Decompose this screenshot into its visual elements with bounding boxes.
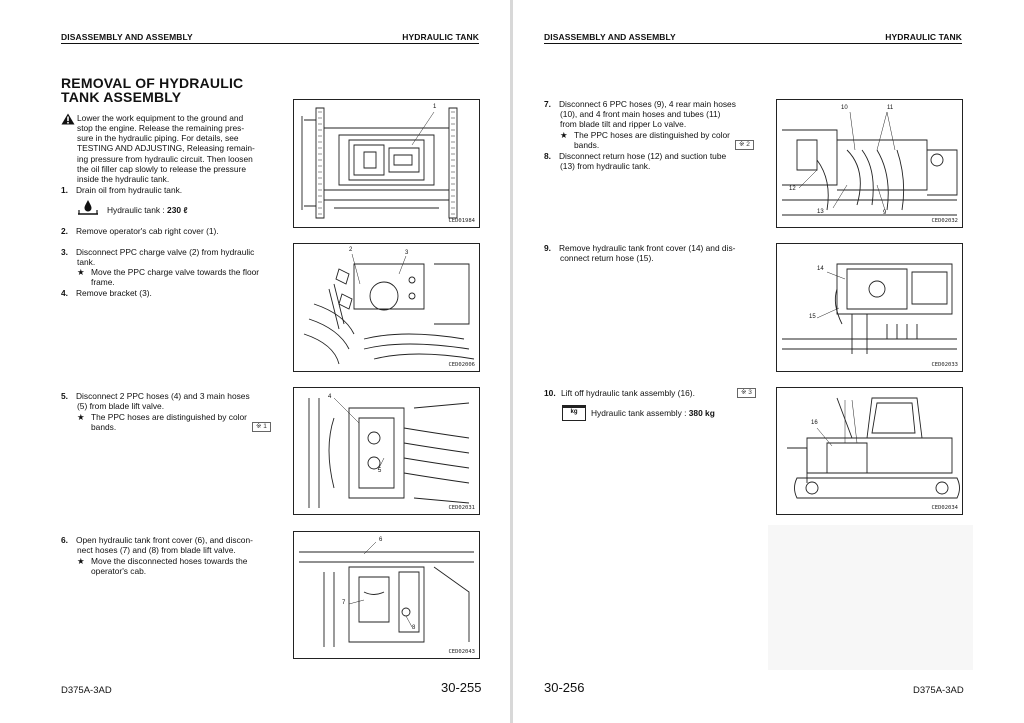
step-text: Drain oil from hydraulic tank. bbox=[76, 185, 183, 195]
star-icon: ★ bbox=[77, 267, 85, 277]
figure-lift-tank-assembly bbox=[776, 387, 963, 515]
step-4 bbox=[61, 288, 152, 298]
main-hoses-drawing bbox=[777, 100, 962, 227]
weight-label: Hydraulic tank assembly : bbox=[591, 408, 689, 418]
step-5-note-cont bbox=[91, 422, 116, 432]
step-text: Remove hydraulic tank front cover (14) and dis- bbox=[559, 243, 736, 253]
step-text-cont: from blade tilt and ripper Lo valve. bbox=[560, 119, 687, 129]
left-page bbox=[0, 0, 510, 723]
warning-text bbox=[77, 113, 273, 123]
footer-page-number: 30-255 bbox=[441, 680, 482, 695]
step-5 bbox=[61, 391, 275, 401]
oil-capacity bbox=[107, 205, 187, 215]
callout-9: 9 bbox=[883, 210, 887, 216]
callout-16: 16 bbox=[811, 420, 818, 426]
note-text-cont: bands. bbox=[574, 140, 600, 150]
step-5-note bbox=[77, 412, 277, 422]
note-text: The PPC hoses are distinguished by color bbox=[574, 130, 730, 140]
step-3-note bbox=[77, 267, 277, 277]
step-number: 10. bbox=[544, 388, 556, 398]
blank-area bbox=[768, 525, 973, 670]
step-text: Remove operator's cab right cover (1). bbox=[76, 226, 219, 236]
page-title bbox=[61, 76, 243, 104]
step-text-cont: (5) from blade lift valve. bbox=[77, 401, 165, 411]
callout-10: 10 bbox=[841, 105, 848, 111]
right-header-topic: HYDRAULIC TANK bbox=[885, 32, 962, 42]
callout-6: 6 bbox=[379, 537, 383, 543]
cross-reference-badge: ※ 2 bbox=[735, 140, 754, 150]
callout-4: 4 bbox=[328, 394, 332, 400]
note-text-cont: operator's cab. bbox=[91, 566, 147, 576]
step-text-cont: connect return hose (15). bbox=[560, 253, 654, 263]
footer-page-number: 30-256 bbox=[544, 680, 585, 695]
figure-ppc-charge-valve bbox=[293, 243, 480, 372]
step-7-note bbox=[560, 130, 760, 140]
step-text: Remove bracket (3). bbox=[76, 288, 152, 298]
callout-2: 2 bbox=[349, 247, 353, 253]
star-icon: ★ bbox=[77, 412, 85, 422]
weight-icon bbox=[562, 405, 586, 421]
step-number: 4. bbox=[61, 288, 68, 298]
callout-15: 15 bbox=[809, 314, 816, 320]
callout-11: 11 bbox=[887, 105, 894, 111]
figure-blade-lift-valve bbox=[293, 387, 480, 515]
figure-code: CED02033 bbox=[931, 362, 958, 368]
step-number: 8. bbox=[544, 151, 551, 161]
right-page bbox=[513, 0, 1024, 723]
figure-cab-cover bbox=[293, 99, 480, 228]
step-number: 1. bbox=[61, 185, 68, 195]
step-text: Disconnect PPC charge valve (2) from hydraulic bbox=[76, 247, 255, 257]
capacity-value: 230 ℓ bbox=[167, 205, 188, 215]
capacity-label: Hydraulic tank : bbox=[107, 205, 168, 215]
step-text: Lift off hydraulic tank assembly (16). bbox=[561, 388, 695, 398]
note-text-cont: frame. bbox=[91, 277, 115, 287]
figure-code: CED02032 bbox=[931, 218, 958, 224]
star-icon: ★ bbox=[77, 556, 85, 566]
warning-line: Lower the work equipment to the ground and bbox=[77, 113, 244, 123]
footer-model: D375A-3AD bbox=[913, 685, 964, 696]
step-number: 3. bbox=[61, 247, 68, 257]
figure-code: CED02043 bbox=[448, 649, 475, 655]
step-1 bbox=[61, 185, 182, 195]
figure-code: CED02034 bbox=[931, 505, 958, 511]
step-number: 2. bbox=[61, 226, 68, 236]
note-text-cont: bands. bbox=[91, 422, 117, 432]
tank-front-cover-hose-drawing bbox=[777, 244, 962, 371]
callout-8: 8 bbox=[412, 625, 416, 631]
ppc-charge-valve-drawing bbox=[294, 244, 479, 371]
weight-icon-label: kg bbox=[570, 409, 578, 415]
callout-14: 14 bbox=[817, 266, 824, 272]
callout-7: 7 bbox=[342, 600, 346, 606]
step-9 bbox=[544, 243, 758, 253]
oil-capacity-icon bbox=[77, 199, 99, 215]
step-10 bbox=[544, 388, 695, 398]
step-number: 7. bbox=[544, 99, 551, 109]
star-icon: ★ bbox=[560, 130, 568, 140]
step-number: 9. bbox=[544, 243, 551, 253]
warning-line: stop the engine. Release the remaining pres- bbox=[77, 123, 245, 133]
bulldozer-side-view-drawing bbox=[777, 388, 962, 514]
step-number: 6. bbox=[61, 535, 68, 545]
callout-3: 3 bbox=[405, 250, 409, 256]
cross-reference-badge: ※ 3 bbox=[737, 388, 756, 398]
step-7 bbox=[544, 99, 758, 109]
warning-line: TESTING AND ADJUSTING, Releasing remain- bbox=[77, 143, 255, 154]
step-3 bbox=[61, 247, 275, 257]
title-line-1: REMOVAL OF HYDRAULIC bbox=[61, 75, 244, 91]
warning-line: the oil filler cap slowly to release the pressure bbox=[77, 163, 246, 174]
warning-line: ing pressure from hydraulic circuit. Then loosen bbox=[77, 153, 253, 164]
title-line-2: TANK ASSEMBLY bbox=[61, 89, 182, 105]
note-text: The PPC hoses are distinguished by color bbox=[91, 412, 247, 422]
figure-main-hoses bbox=[776, 99, 963, 228]
warning-triangle-icon bbox=[61, 113, 75, 125]
left-header-section: DISASSEMBLY AND ASSEMBLY bbox=[61, 32, 193, 42]
callout-13: 13 bbox=[817, 209, 824, 215]
warning-line: inside the hydraulic tank. bbox=[77, 174, 170, 185]
left-header-topic: HYDRAULIC TANK bbox=[402, 32, 479, 42]
step-6-note bbox=[77, 556, 277, 566]
step-text-cont: tank. bbox=[77, 257, 96, 267]
left-header-rule bbox=[61, 43, 479, 44]
step-text: Disconnect 6 PPC hoses (9), 4 rear main hoses bbox=[559, 99, 736, 109]
right-header-section: DISASSEMBLY AND ASSEMBLY bbox=[544, 32, 676, 42]
callout-5: 5 bbox=[378, 468, 382, 474]
callout-12: 12 bbox=[789, 186, 796, 192]
tank-weight bbox=[591, 408, 715, 418]
step-number: 5. bbox=[61, 391, 68, 401]
bulldozer-top-view-drawing bbox=[294, 100, 479, 227]
blade-lift-valve-drawing bbox=[294, 388, 479, 514]
step-text: Disconnect 2 PPC hoses (4) and 3 main hoses bbox=[76, 391, 250, 401]
note-text: Move the disconnected hoses towards the bbox=[91, 556, 248, 566]
footer-model: D375A-3AD bbox=[61, 685, 112, 696]
step-8 bbox=[544, 151, 758, 161]
warning-text-cont bbox=[77, 123, 273, 184]
figure-tank-front-cover bbox=[293, 531, 480, 659]
step-6 bbox=[61, 535, 275, 545]
figure-code: CED02006 bbox=[448, 362, 475, 368]
step-text-cont: nect hoses (7) and (8) from blade lift valve. bbox=[77, 545, 236, 555]
weight-value: 380 kg bbox=[688, 408, 715, 418]
step-text: Open hydraulic tank front cover (6), and discon- bbox=[76, 535, 253, 545]
figure-code: CED01984 bbox=[448, 218, 475, 224]
step-text: Disconnect return hose (12) and suction tube bbox=[559, 151, 727, 161]
warning-line: sure in the hydraulic piping. For details, see bbox=[77, 133, 239, 144]
figure-code: CED02031 bbox=[448, 505, 475, 511]
step-text-cont: (10), and 4 front main hoses and tubes (11) bbox=[560, 109, 721, 119]
step-2 bbox=[61, 226, 219, 236]
step-text-cont: (13) from hydraulic tank. bbox=[560, 161, 651, 171]
callout-1: 1 bbox=[433, 104, 437, 110]
note-text: Move the PPC charge valve towards the floor bbox=[91, 267, 260, 277]
right-header-rule bbox=[544, 43, 962, 44]
cross-reference-badge: ※ 1 bbox=[252, 422, 271, 432]
tank-front-cover-drawing bbox=[294, 532, 479, 658]
figure-tank-front-cover-hose bbox=[776, 243, 963, 372]
